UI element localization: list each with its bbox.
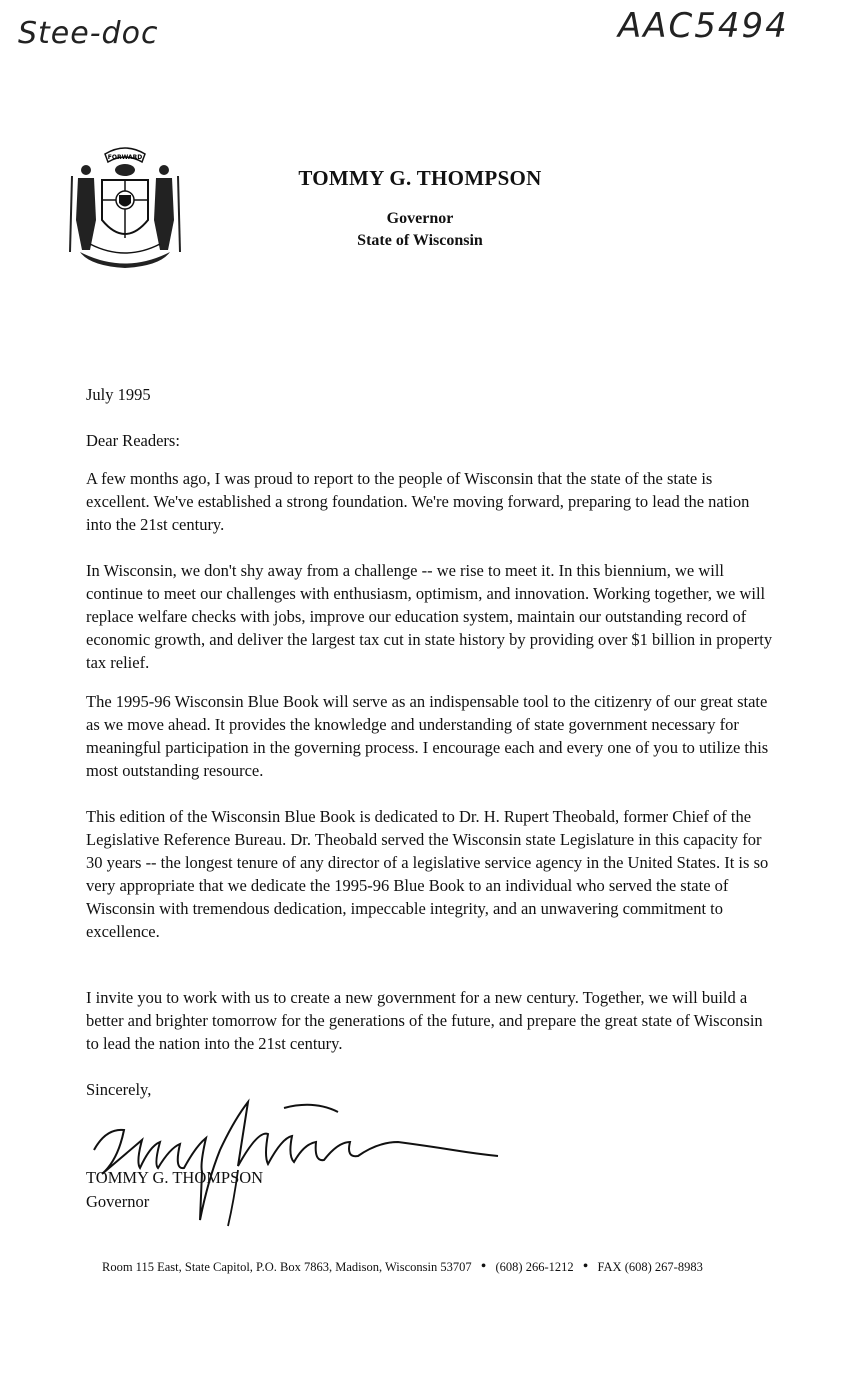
handwritten-annotation-right: AAC5494 xyxy=(618,6,789,46)
footer-address: Room 115 East, State Capitol, P.O. Box 7863, Madison, Wisconsin 53707 xyxy=(102,1260,472,1274)
paragraph-3 xyxy=(86,690,776,782)
governor-title: Governor xyxy=(386,210,454,227)
signer-name: TOMMY G. THOMPSON xyxy=(86,1168,264,1187)
paragraph-text: This edition of the Wisconsin Blue Book is dedicated to Dr. H. Rupert Theobald, former Chief of the Legislative Reference Bureau. Dr. Theobald served the Wisconsin state Legislature in this capacity for 30 years -- the longest tenure of any director of a legislative service agency in the United States. It is so very appropriate that we dedicate the 1995-96 Blue Book to an individual who served the state of Wisconsin with tremendous dedication, impeccable integrity, and an unwavering commitment to excellence. xyxy=(86,807,769,941)
footer-contact xyxy=(102,1258,782,1276)
seal-motto: FORWARD xyxy=(107,154,143,161)
bullet-separator: • xyxy=(480,1258,487,1275)
paragraph-1 xyxy=(86,467,776,536)
paragraph-text: A few months ago, I was proud to report to the people of Wisconsin that the state of the state is excellent. We've established a strong foundation. We're moving forward, preparing to lead the nation into the 21st century. xyxy=(86,469,750,534)
paragraph-text: I invite you to work with us to create a new government for a new century. Together, we will build a better and brighter tomorrow for the generations of the future, and prepare the great state of Wisconsin to lead the nation into the 21st century. xyxy=(86,988,763,1053)
footer-phone: (608) 266-1212 xyxy=(495,1260,574,1274)
salutation: Dear Readers: xyxy=(86,431,180,450)
paragraph-4 xyxy=(86,805,776,943)
paragraph-5 xyxy=(86,986,776,1055)
footer-fax: FAX (608) 267-8983 xyxy=(597,1260,703,1274)
paragraph-2 xyxy=(86,559,776,674)
wisconsin-seal-icon xyxy=(60,140,190,275)
paragraph-text: In Wisconsin, we don't shy away from a challenge -- we rise to meet it. In this biennium, we will continue to meet our challenges with enthusiasm, optimism, and innovation. Working together, we will replace welfare checks with jobs, improve our education system, maintain our outstanding record of economic growth, and deliver the largest tax cut in state history by providing over $1 billion in property tax relief. xyxy=(86,561,773,672)
governor-name-heading: TOMMY G. THOMPSON xyxy=(298,166,542,190)
handwritten-annotation-left: Stee-doc xyxy=(18,16,159,51)
letter-date: July 1995 xyxy=(86,385,151,404)
state-name: State of Wisconsin xyxy=(357,232,483,249)
signer-title: Governor xyxy=(86,1192,150,1211)
closing: Sincerely, xyxy=(86,1080,152,1099)
paragraph-text: The 1995-96 Wisconsin Blue Book will serve as an indispensable tool to the citizenry of our great state as we move ahead. It provides the knowledge and understanding of state government necessary for meaningful participation in the governing process. I encourage each and every one of you to utilize this most outstanding resource. xyxy=(86,692,769,780)
bullet-separator: • xyxy=(582,1258,589,1275)
